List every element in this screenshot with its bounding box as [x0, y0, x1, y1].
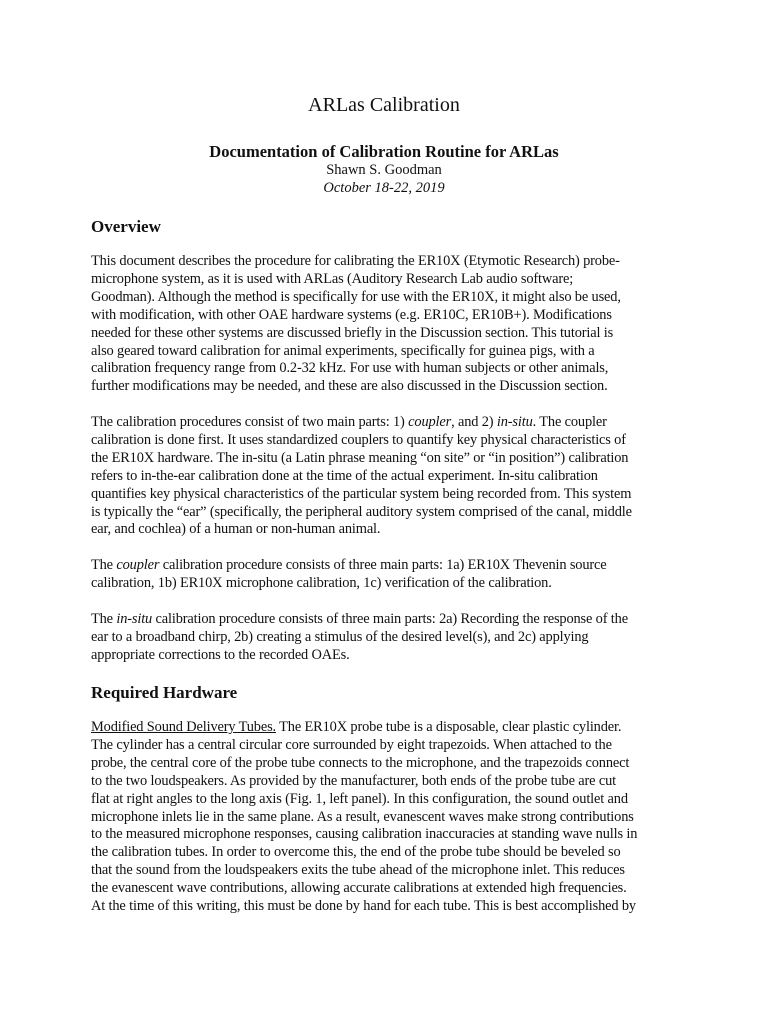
coupler-term: coupler	[408, 414, 452, 430]
text-line: ear, and cochlea) of a human or non-human animal.	[91, 521, 381, 538]
overview-paragraph-2	[91, 414, 681, 539]
text-line	[91, 719, 681, 737]
text-line: the calibration tubes. In order to overcome this, the end of the probe tube should be beveled so	[91, 844, 621, 861]
text-line	[91, 557, 681, 575]
text-run: The	[91, 611, 117, 627]
text-line: the evanescent wave contributions, allowing accurate calibrations at extended high frequencies.	[91, 880, 627, 897]
text-line: The cylinder has a central circular core surrounded by eight trapezoids. When attached to the	[91, 736, 612, 753]
hardware-paragraph	[91, 719, 681, 916]
text-run: . The coupler	[532, 414, 607, 430]
text-line: calibration frequency range from 0.2-32 kHz. For use with human subjects or other animals,	[91, 360, 609, 377]
text-line: further modifications may be needed, and these are also discussed in the Discussion section.	[91, 378, 608, 395]
text-line: is typically the “ear” (specifically, the peripheral auditory system comprised of the canal, middle	[91, 503, 632, 520]
text-line: quantifies key physical characteristics of the particular system being recorded from. This system	[91, 485, 632, 502]
text-run: The	[91, 557, 117, 573]
text-run: , and 2)	[451, 414, 497, 430]
document-title: ARLas Calibration	[308, 94, 460, 116]
text-line: ear to a broadband chirp, 2b) creating a stimulus of the desired level(s), and 2c) applying	[91, 628, 589, 645]
coupler-term: coupler	[116, 557, 160, 573]
text-run: calibration procedure consists of three main parts: 1a) ER10X Thevenin source	[159, 557, 607, 573]
text-run: The ER10X probe tube is a disposable, clear plastic cylinder.	[275, 719, 622, 735]
text-line: calibration, 1b) ER10X microphone calibration, 1c) verification of the calibration.	[91, 574, 552, 591]
text-line	[91, 611, 681, 629]
in-situ-term: in-situ	[116, 611, 153, 627]
text-line: to the two loudspeakers. As provided by the manufacturer, both ends of the probe tube are cut	[91, 772, 616, 789]
text-line: microphone system, as it is used with ARLas (Auditory Research Lab audio software;	[91, 270, 574, 287]
document-date: October 18-22, 2019	[323, 180, 445, 196]
text-line: refers to in-the-ear calibration done at the time of the actual experiment. In-situ calibration	[91, 467, 598, 484]
text-line: appropriate corrections to the recorded OAEs.	[91, 646, 350, 663]
text-line: calibration is done first. It uses standardized couplers to quantify key physical characteristics of	[91, 431, 626, 448]
overview-paragraph-1	[91, 253, 681, 396]
in-situ-term: in-situ	[496, 414, 533, 430]
text-line: also geared toward calibration for animal experiments, specifically for guinea pigs, with a	[91, 342, 595, 359]
text-line: probe, the central core of the probe tube connects to the microphone, and the trapezoids connect	[91, 754, 630, 771]
required-hardware-heading: Required Hardware	[91, 683, 238, 702]
text-line: flat at right angles to the long axis (Fig. 1, left panel). In this configuration, the sound outlet and	[91, 790, 628, 807]
text-line: the ER10X hardware. The in-situ (a Latin phrase meaning “on site” or “in position”) calibration	[91, 449, 629, 466]
text-line: At the time of this writing, this must be done by hand for each tube. This is best accomplished by	[91, 898, 636, 915]
text-line: Goodman). Although the method is specifically for use with the ER10X, it might also be used,	[91, 288, 621, 305]
overview-paragraph-4	[91, 611, 681, 665]
author-name: Shawn S. Goodman	[326, 162, 442, 178]
document-subtitle: Documentation of Calibration Routine for ARLas	[209, 142, 559, 161]
overview-paragraph-3	[91, 557, 681, 593]
text-line: This document describes the procedure for calibrating the ER10X (Etymotic Research) probe-	[91, 253, 620, 269]
text-run: calibration procedure consists of three main parts: 2a) Recording the response of the	[152, 611, 628, 627]
text-line: to the measured microphone responses, causing calibration inaccuracies at standing wave nulls in	[91, 826, 638, 843]
text-line	[91, 414, 681, 432]
text-run: The calibration procedures consist of two main parts: 1)	[91, 414, 409, 430]
text-line: needed for these other systems are discussed briefly in the Discussion section. This tutorial is	[91, 324, 614, 341]
text-line: microphone inlets lie in the same plane. As a result, evanescent waves make strong contributions	[91, 808, 634, 825]
text-line: that the sound from the loudspeakers exits the tube ahead of the microphone inlet. This reduces	[91, 862, 625, 879]
text-line: with modification, with other OAE hardware systems (e.g. ER10C, ER10B+). Modifications	[91, 306, 612, 323]
overview-heading: Overview	[91, 217, 161, 236]
modified-tubes-subheading: Modified Sound Delivery Tubes.	[91, 719, 276, 735]
